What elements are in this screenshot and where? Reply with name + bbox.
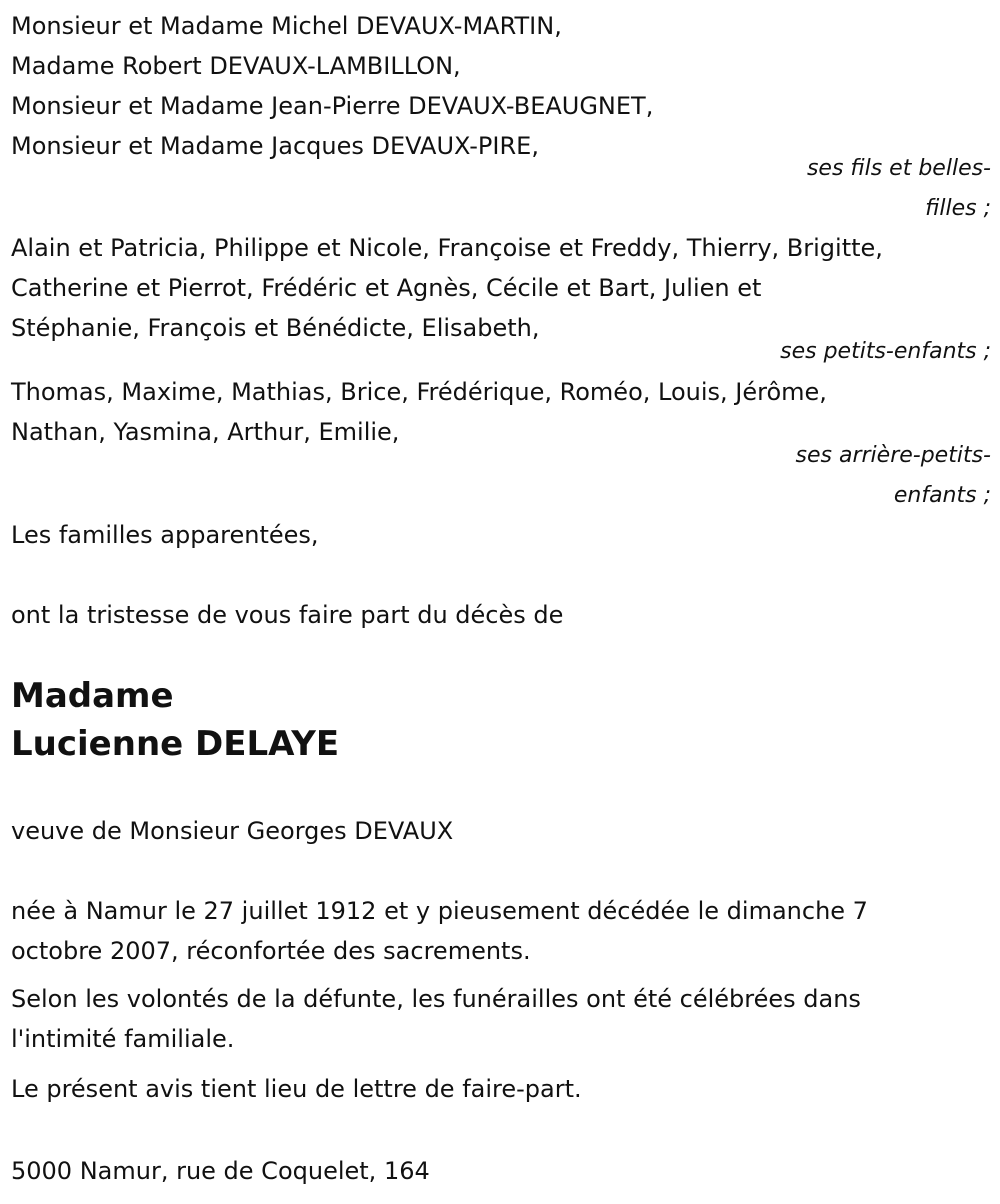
children-line: Monsieur et Madame Jacques DEVAUX-PIRE, [11, 132, 539, 160]
children-block [11, 6, 653, 166]
children-line: Monsieur et Madame Michel DEVAUX-MARTIN, [11, 12, 562, 40]
great-grandchildren-line: Thomas, Maxime, Mathias, Brice, Frédérique, Roméo, Louis, Jérôme, [11, 378, 827, 406]
great-grandchildren-line: Nathan, Yasmina, Arthur, Emilie, [11, 418, 400, 446]
announcement: ont la tristesse de vous faire part du décès de [11, 601, 564, 629]
grandchildren-line: Catherine et Pierrot, Frédéric et Agnès, Cécile et Bart, Julien et [11, 274, 762, 302]
notice: Le présent avis tient lieu de lettre de faire-part. [11, 1075, 582, 1103]
related-families: Les familles apparentées, [11, 521, 319, 549]
children-line: Madame Robert DEVAUX-LAMBILLON, [11, 52, 461, 80]
great-grandchildren-role-line2: enfants ; [893, 483, 991, 508]
widow-of: veuve de Monsieur Georges DEVAUX [11, 817, 454, 845]
children-role [11, 149, 991, 229]
grandchildren-block [11, 228, 883, 348]
deceased-heading [11, 672, 339, 768]
children-role-line2: filles ; [925, 196, 991, 221]
grandchildren-role: ses petits-enfants ; [780, 339, 991, 364]
great-grandchildren-role [11, 436, 991, 516]
children-line: Monsieur et Madame Jean-Pierre DEVAUX-BEAUGNET, [11, 92, 654, 120]
grandchildren-line: Stéphanie, François et Bénédicte, Elisabeth, [11, 314, 540, 342]
funeral-info [11, 979, 861, 1059]
deceased-title: Madame [11, 676, 174, 716]
great-grandchildren-role-line1: ses arrière-petits- [795, 443, 991, 468]
grandchildren-line: Alain et Patricia, Philippe et Nicole, Françoise et Freddy, Thierry, Brigitte, [11, 234, 883, 262]
birth-death-line: née à Namur le 27 juillet 1912 et y pieusement décédée le dimanche 7 [11, 897, 868, 925]
birth-death-line: octobre 2007, réconfortée des sacrements. [11, 937, 531, 965]
deceased-name: Lucienne DELAYE [11, 724, 340, 764]
funeral-line: l'intimité familiale. [11, 1025, 235, 1053]
children-role-line1: ses fils et belles- [806, 156, 991, 181]
birth-death [11, 891, 868, 971]
address: 5000 Namur, rue de Coquelet, 164 [11, 1157, 430, 1185]
funeral-line: Selon les volontés de la défunte, les funérailles ont été célébrées dans [11, 985, 861, 1013]
